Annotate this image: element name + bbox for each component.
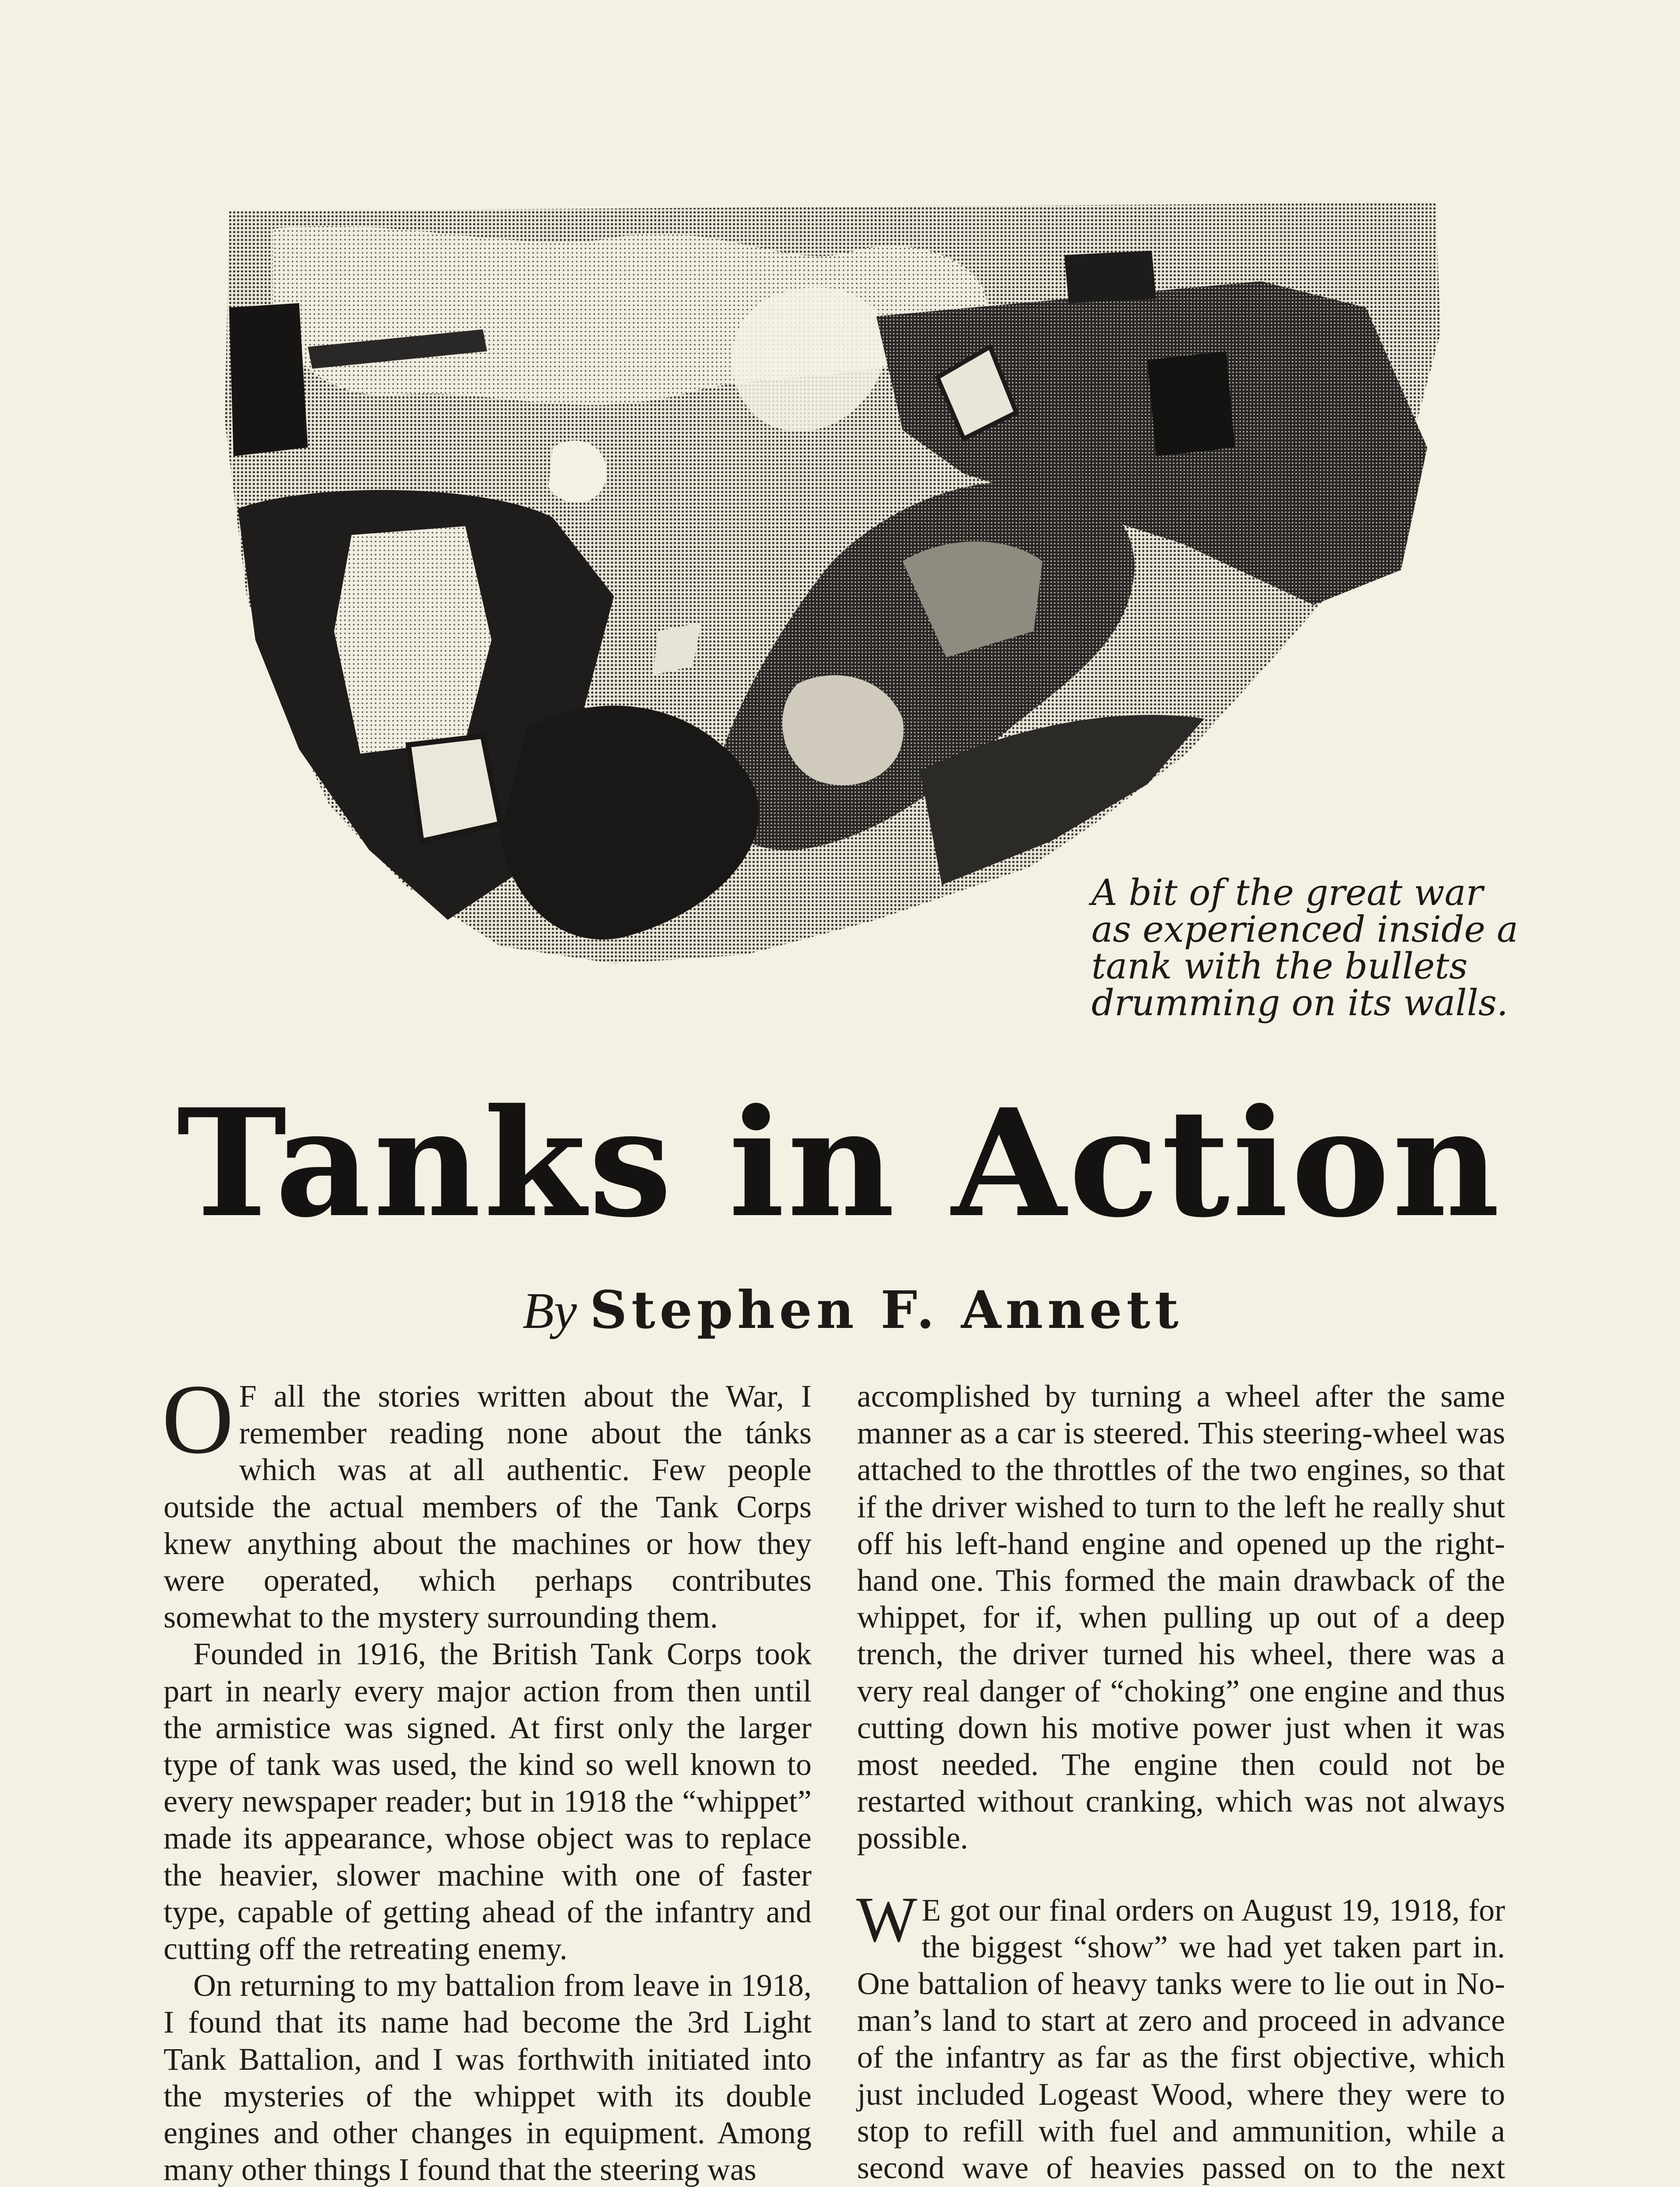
article-title: Tanks in Action [177,1076,1502,1250]
caption-line: A bit of the great war [1091,872,1483,914]
caption-line: as experienced inside a [1091,909,1518,950]
paragraph [162,1364,812,1635]
illustration-caption [1091,872,1518,1024]
body-column-left [162,1364,812,2187]
paragraph: On returning to my battalion from leave in 1918, I found that its name had become the 3rd Light Tank Battalion, and I was forthwith initiated into the mysteries of the whippet with its double engines and other changes in equipment. Among many other things I found that the steering was [164,1968,812,2187]
caption-line: tank with the bullets [1091,946,1468,987]
drop-cap: W [856,1883,917,1956]
paragraph: Founded in 1916, the British Tank Corps took part in nearly every major action from then until the armistice was signed. At first only the larger type of tank was used, the kind so well known to every newspaper reader; but in 1918 the “whippet” made its appearance, whose object was to replace the heavier, slower machine with one of faster type, capable of getting ahead of the infantry and cutting off the retreating enemy. [164,1636,812,1967]
drop-cap: O [162,1364,234,1474]
body-column-right [857,1378,1505,2187]
paragraph: accomplished by turning a wheel after the same manner as a car is steered. This steering-wheel was attached to the throttles of the two engines, so that if the driver wished to turn to the left he really shut off his left-hand engine and opened up the right-hand one. This formed the main drawback of the whippet, for if, when pulling up out of a deep trench, the driver turned his wheel, there was a very real danger of “choking” one engine and thus cutting down his motive power just when it was most needed. The engine then could not be restarted without cranking, which was not always possible. [857,1379,1505,1856]
byline-prefix: By [522,1282,577,1339]
author-name: Stephen F. Annett [589,1279,1183,1340]
byline [459,1277,1246,1344]
section-break [857,1857,1505,1892]
paragraph-text: E got our final orders on August 19, 1918, for the biggest “show” we had yet taken part in. One battalion of heavy tanks were to lie out in No-man’s land to start at zero and proceed in advance of the infantry as far as the first objective, which just included Logeast Wood, where they were to stop to refill with fuel and ammunition, while a second wave of heavies passed on to the next [857,1892,1505,2186]
war-tank-illustration [220,203,1442,972]
caption-line: drumming on its walls. [1091,982,1508,1024]
paragraph-text: F all the stories written about the War, I remember reading none about the tánks which was at all authentic. Few people outside the actual members of the Tank Corps knew anything about the machines or how they were operated, which perhaps contributes somewhat to the mystery surrounding them. [164,1379,812,1635]
paragraph [856,1883,1505,2187]
